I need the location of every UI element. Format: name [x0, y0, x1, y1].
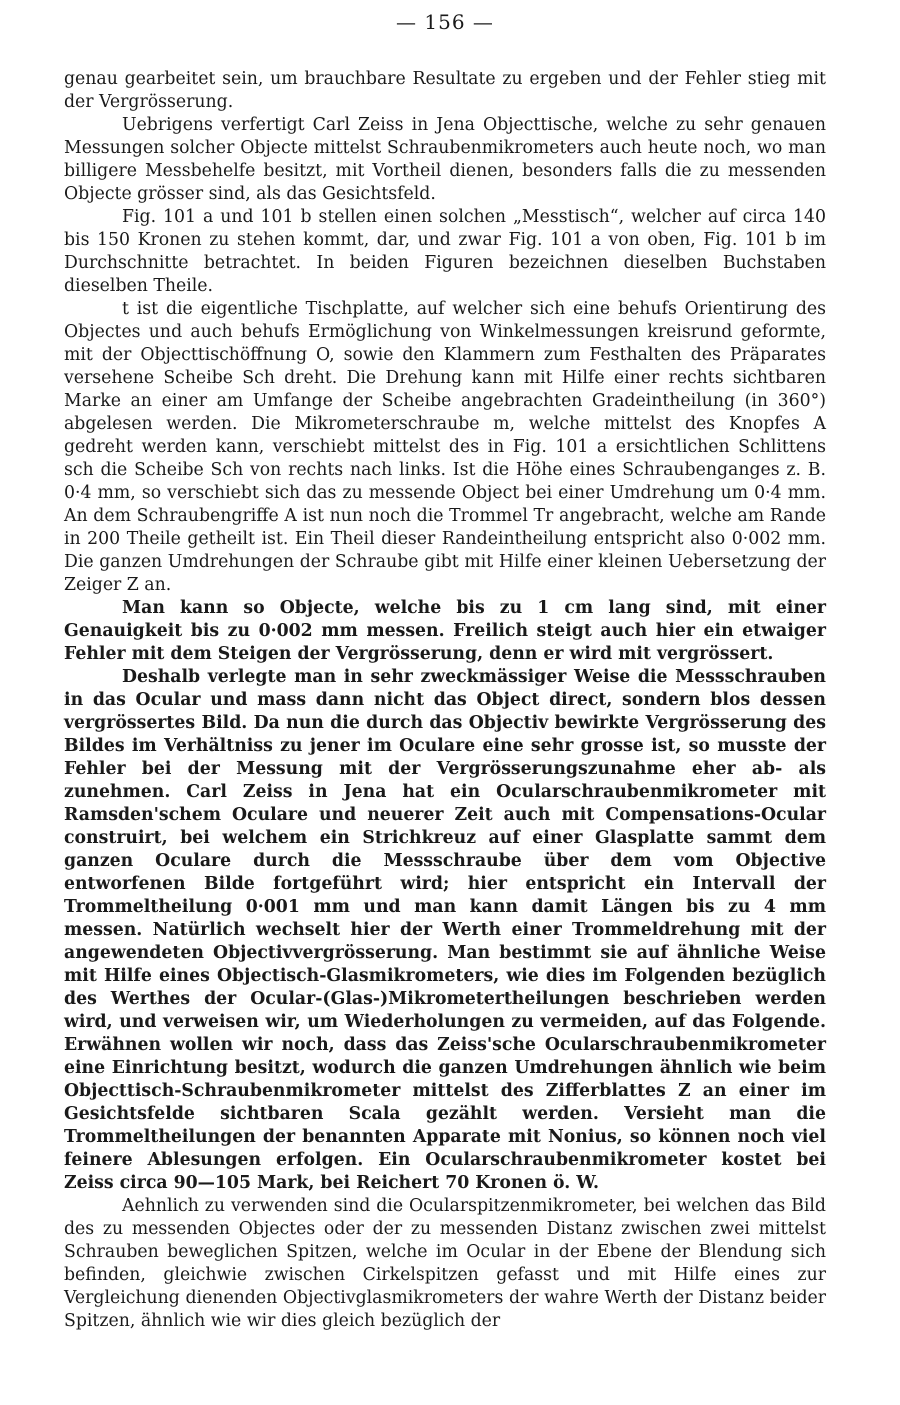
paragraph-1: genau gearbeitet sein, um brauchbare Resultate zu ergeben und der Fehler stieg mit der Vergrösserung.: [64, 69, 826, 112]
paragraph-3: Fig. 101 a und 101 b stellen einen solchen „Messtisch“, welcher auf circa 140 bis 150 Kronen zu stehen kommt, dar, und zwar Fig. 101 a von oben, Fig. 101 b im Durchschnitte betrachtet. In beiden Figuren bezeichnen dieselben Buchstaben dieselben Theile.: [64, 207, 826, 296]
paragraph-7: Aehnlich zu verwenden sind die Ocularspitzenmikrometer, bei welchen das Bild des zu messenden Objectes oder der zu messenden Distanz zwischen zwei mittelst Schrauben beweglichen Spitzen, welche im Ocular in der Ebene der Blendung sich befinden, gleichwie zwischen Cirkelspitzen gefasst und mit Hilfe eines zur Vergleichung dienenden Objectivglasmikrometers der wahre Werth der Distanz beider Spitzen, ähnlich wie wir dies gleich bezüglich der: [64, 1196, 826, 1331]
document-page: [64, 8, 826, 1333]
paragraph-4: t ist die eigentliche Tischplatte, auf welcher sich eine behufs Orientirung des Objectes und auch behufs Ermöglichung von Winkelmessungen kreisrund geformte, mit der Objecttischöffnung O, sowie den Klammern zum Festhalten des Präparates versehene Scheibe Sch dreht. Die Drehung kann mit Hilfe einer rechts sichtbaren Marke an einer am Umfange der Scheibe angebrachten Gradeintheilung (in 360°) abgelesen werden. Die Mikrometerschraube m, welche mittelst des Knopfes A gedreht werden kann, verschiebt mittelst des in Fig. 101 a ersichtlichen Schlittens sch die Scheibe Sch von rechts nach links. Ist die Höhe eines Schraubenganges z. B. 0·4 mm, so verschiebt sich das zu messende Object bei einer Umdrehung um 0·4 mm. An dem Schraubengriffe A ist nun noch die Trommel Tr angebracht, welche am Rande in 200 Theile getheilt ist. Ein Theil dieser Randeintheilung entspricht also 0·002 mm. Die ganzen Umdrehungen der Schraube gibt mit Hilfe einer kleinen Uebersetzung der Zeiger Z an.: [64, 299, 826, 595]
paragraph-5: Man kann so Objecte, welche bis zu 1 cm lang sind, mit einer Genauigkeit bis zu 0·002 mm messen. Freilich steigt auch hier ein etwaiger Fehler mit dem Steigen der Vergrösserung, denn er wird mit vergrössert.: [64, 598, 826, 664]
paragraph-6: Deshalb verlegte man in sehr zweckmässiger Weise die Messschrauben in das Ocular und mass dann nicht das Object direct, sondern blos dessen vergrössertes Bild. Da nun die durch das Objectiv bewirkte Vergrösserung des Bildes im Verhältniss zu jener im Oculare eine sehr grosse ist, so musste der Fehler bei der Messung mit der Vergrösserungszunahme eher ab- als zunehmen. Carl Zeiss in Jena hat ein Ocularschraubenmikrometer mit Ramsden'schem Oculare und neuerer Zeit auch mit Compensations-Ocular construirt, bei welchem ein Strichkreuz auf einer Glasplatte sammt dem ganzen Oculare durch die Messschraube über dem vom Objective entworfenen Bilde fortgeführt wird; hier entspricht ein Intervall der Trommeltheilung 0·001 mm und man kann damit Längen bis zu 4 mm messen. Natürlich wechselt hier der Werth einer Trommeldrehung mit der angewendeten Objectivvergrösserung. Man bestimmt sie auf ähnliche Weise mit Hilfe eines Objectisch-Glasmikrometers, wie dies im Folgenden bezüglich des Werthes der Ocular-(Glas-)Mikrometertheilungen beschrieben werden wird, und verweisen wir, um Wiederholungen zu vermeiden, auf das Folgende. Erwähnen wollen wir noch, dass das Zeiss'sche Ocularschraubenmikrometer eine Einrichtung besitzt, wodurch die ganzen Umdrehungen ähnlich wie beim Objecttisch-Schraubenmikrometer mittelst des Zifferblattes Z an einer im Gesichtsfelde sichtbaren Scala gezählt werden. Versieht man die Trommeltheilungen der benannten Apparate mit Nonius, so können noch viel feinere Ablesungen erfolgen. Ein Ocularschraubenmikrometer kostet bei Zeiss circa 90—105 Mark, bei Reichert 70 Kronen ö. W.: [64, 667, 826, 1193]
page-number: — 156 —: [396, 10, 494, 34]
paragraph-2: Uebrigens verfertigt Carl Zeiss in Jena Objecttische, welche zu sehr genauen Messungen solcher Objecte mittelst Schraubenmikrometers auch heute noch, wo man billigere Messbehelfe besitzt, mit Vortheil dienen, besonders falls die zu messenden Objecte grösser sind, als das Gesichtsfeld.: [64, 115, 826, 204]
